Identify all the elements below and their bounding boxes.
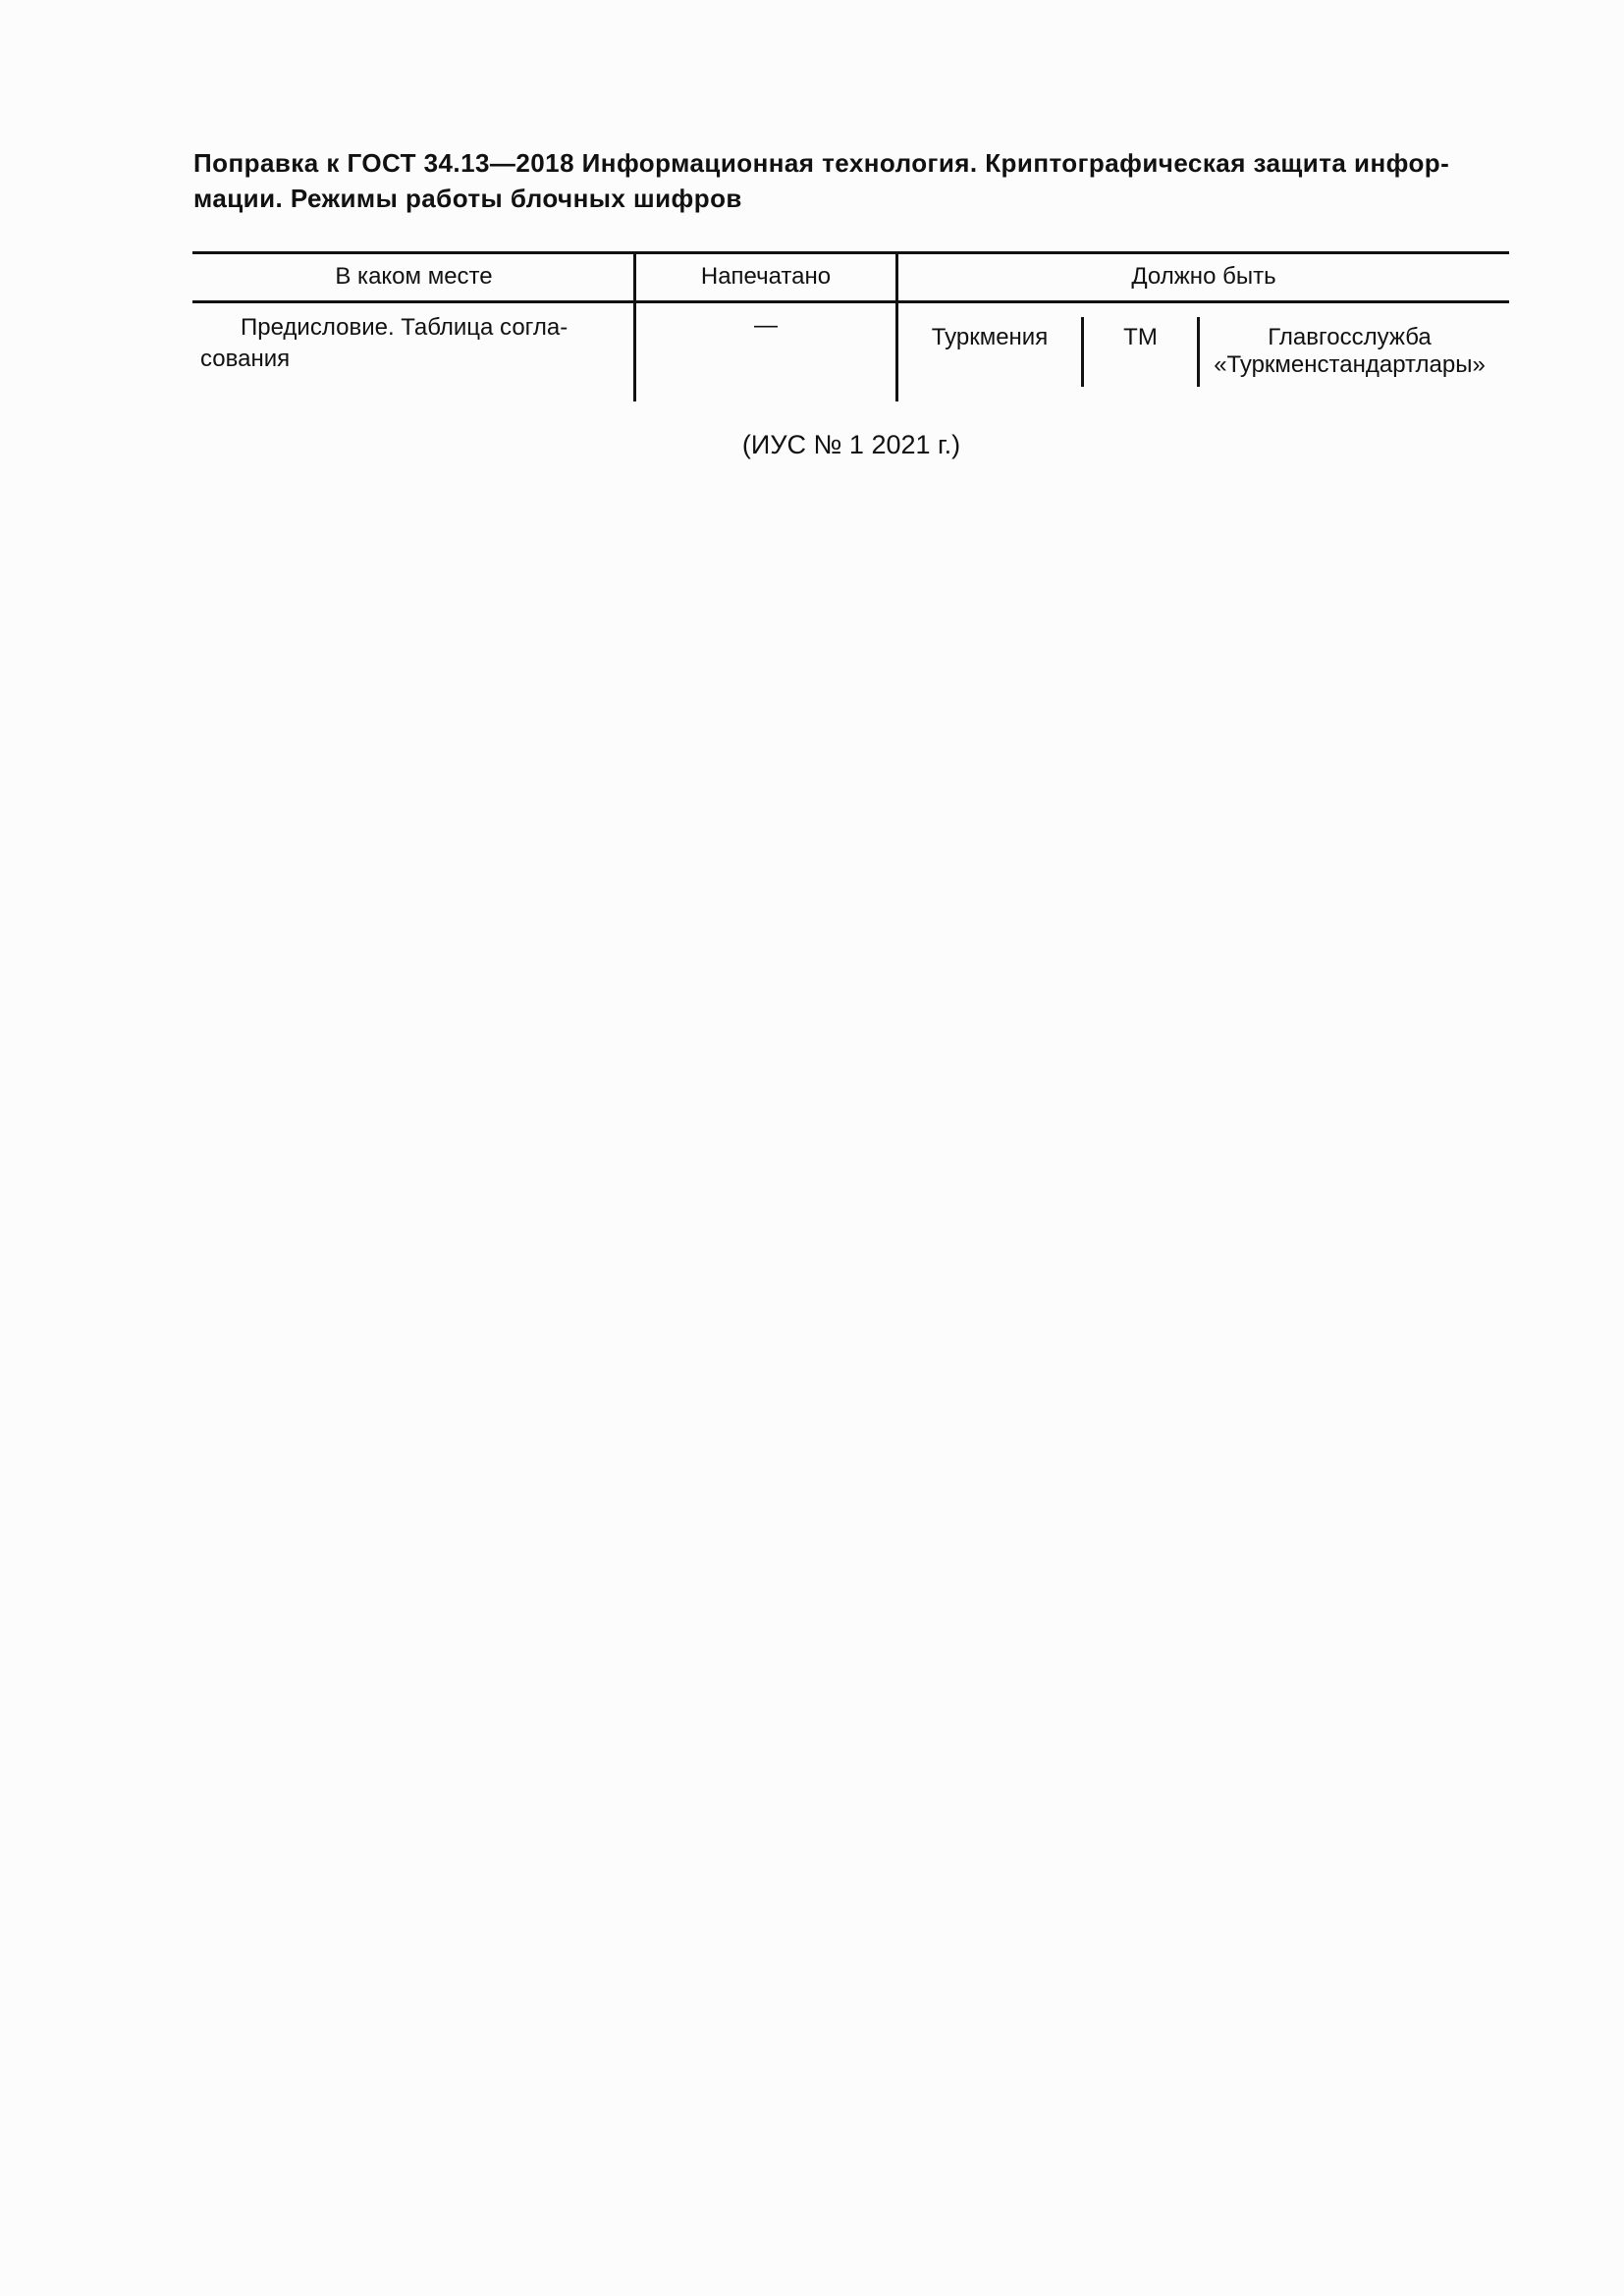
row-country: Туркмения: [931, 324, 1049, 350]
document-title-line-2: мации. Режимы работы блочных шифров: [193, 184, 742, 213]
header-should-be: Должно быть: [1131, 263, 1276, 290]
header-location: В каком месте: [335, 263, 493, 290]
issue-reference: (ИУС № 1 2021 г.): [741, 430, 961, 459]
row-country-code: ТМ: [1123, 324, 1158, 350]
table-top-rule: [192, 251, 1509, 254]
row-agency-line-2: «Туркменстандартлары»: [1214, 351, 1486, 378]
document-title: [193, 145, 1509, 216]
row-location-line-1: Предисловие. Таблица согла-: [241, 314, 568, 341]
row-printed: —: [754, 312, 778, 339]
table-header-rule: [192, 300, 1509, 303]
document-title-line-1: Поправка к ГОСТ 34.13—2018 Информационная технология. Криптографическая защита инфор-: [193, 148, 1450, 178]
header-printed: Напечатано: [700, 263, 832, 290]
row-location-line-2: сования: [200, 346, 291, 372]
row-agency-line-1: Главгосслужба: [1268, 324, 1432, 350]
